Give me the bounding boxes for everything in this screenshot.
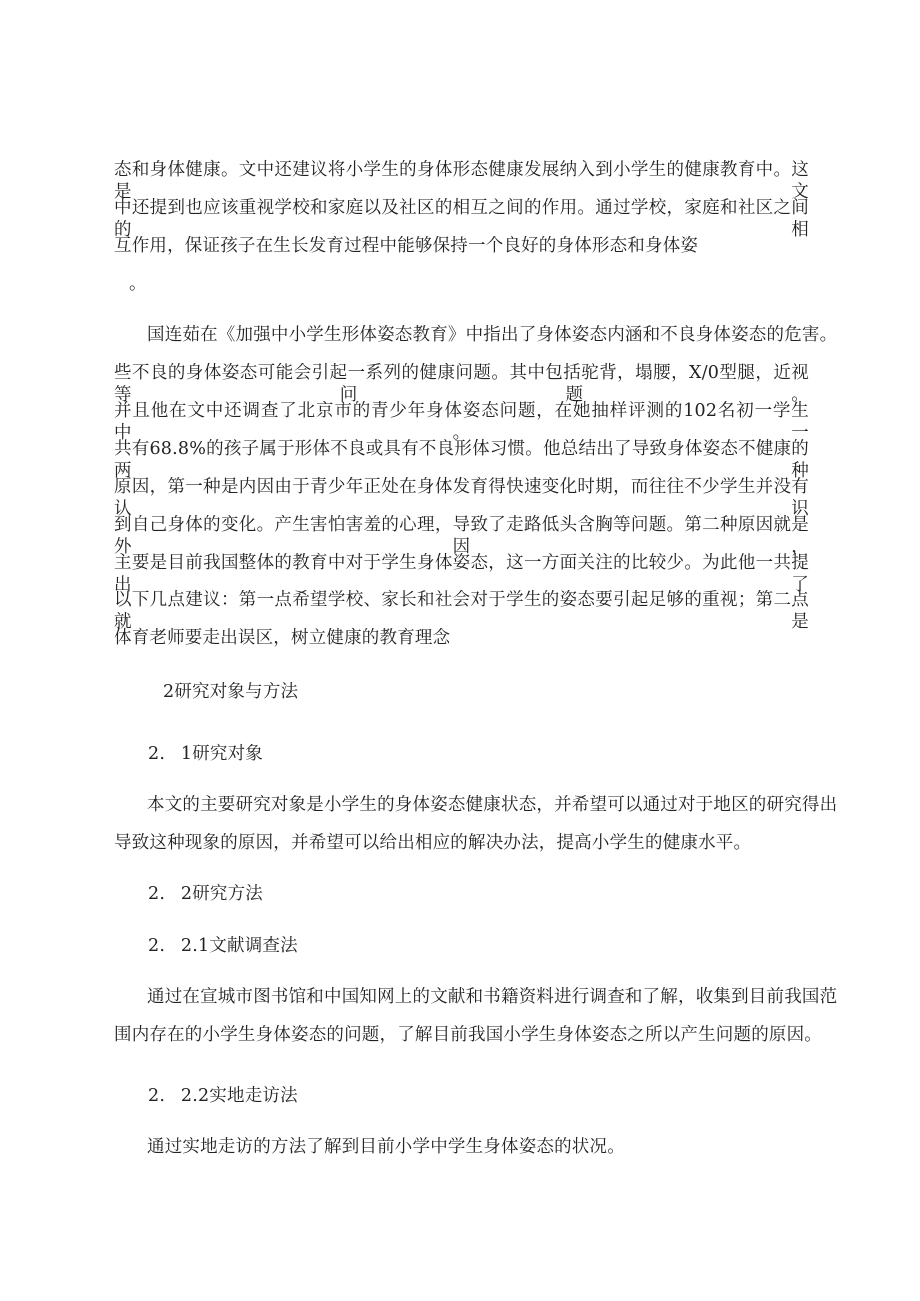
subsection-heading: 2. 1研究对象 (148, 744, 263, 764)
section-heading: 2研究对象与方法 (163, 682, 299, 702)
subsection-heading: 2. 2研究方法 (148, 884, 263, 904)
text-line: 并且他在文中还调查了北京市的青少年身体姿态问题，在她抽样评测的102名初一学生中。一 (114, 401, 809, 443)
text-line: 到自己身体的变化。产生害怕害羞的心理，导致了走路低头含胸等问题。第二种原因就是外因， (114, 515, 809, 557)
text-line: 通过在宣城市图书馆和中国知网上的文献和书籍资料进行调查和了解，收集到目前我国范 (147, 987, 838, 1007)
text-line: 体育老师要走出误区，树立健康的教育理念 (114, 628, 451, 648)
text-line: 国连茹在《加强中小学生形体姿态教育》中指出了身体姿态内涵和不良身体姿态的危害。 (147, 325, 838, 345)
text-line: 围内存在的小学生身体姿态的问题，了解目前我国小学生身体姿态之所以产生问题的原因。 (114, 1025, 822, 1045)
subsubsection-heading: 2. 2.2实地走访法 (148, 1086, 298, 1106)
text-line: 原因，第一种是内因由于青少年正处在身体发育得快速变化时期，而往往不少学生并没有认识 (114, 477, 809, 519)
text-line: 本文的主要研究对象是小学生的身体姿态健康状态，并希望可以通过对于地区的研究得出 (147, 795, 838, 815)
text-line: 。 (129, 274, 147, 294)
text-line: 些不良的身体姿态可能会引起一系列的健康问题。其中包括驼背，塌腰，X/0型腿，近视等问题。 (114, 363, 809, 405)
text-line: 中还提到也应该重视学校和家庭以及社区的相互之间的作用。通过学校，家庭和社区之间的相 (114, 198, 809, 240)
text-line: 态和身体健康。文中还建议将小学生的身体形态健康发展纳入到小学生的健康教育中。这是文 (114, 160, 809, 202)
text-line: 主要是目前我国整体的教育中对于学生身体姿态，这一方面关注的比较少。为此他一共提出了 (114, 553, 809, 595)
subsubsection-heading: 2. 2.1文献调查法 (148, 936, 298, 956)
text-line: 共有68.8%的孩子属于形体不良或具有不良形体习惯。他总结出了导致身体姿态不健康的两种 (114, 439, 809, 481)
text-line: 以下几点建议：第一点希望学校、家长和社会对于学生的姿态要引起足够的重视；第二点就是 (114, 590, 809, 632)
text-line: 导致这种现象的原因，并希望可以给出相应的解决办法，提高小学生的健康水平。 (114, 833, 752, 853)
text-line: 通过实地走访的方法了解到目前小学中学生身体姿态的状况。 (147, 1137, 625, 1157)
text-line: 互作用，保证孩子在生长发育过程中能够保持一个良好的身体形态和身体姿 (114, 236, 699, 256)
